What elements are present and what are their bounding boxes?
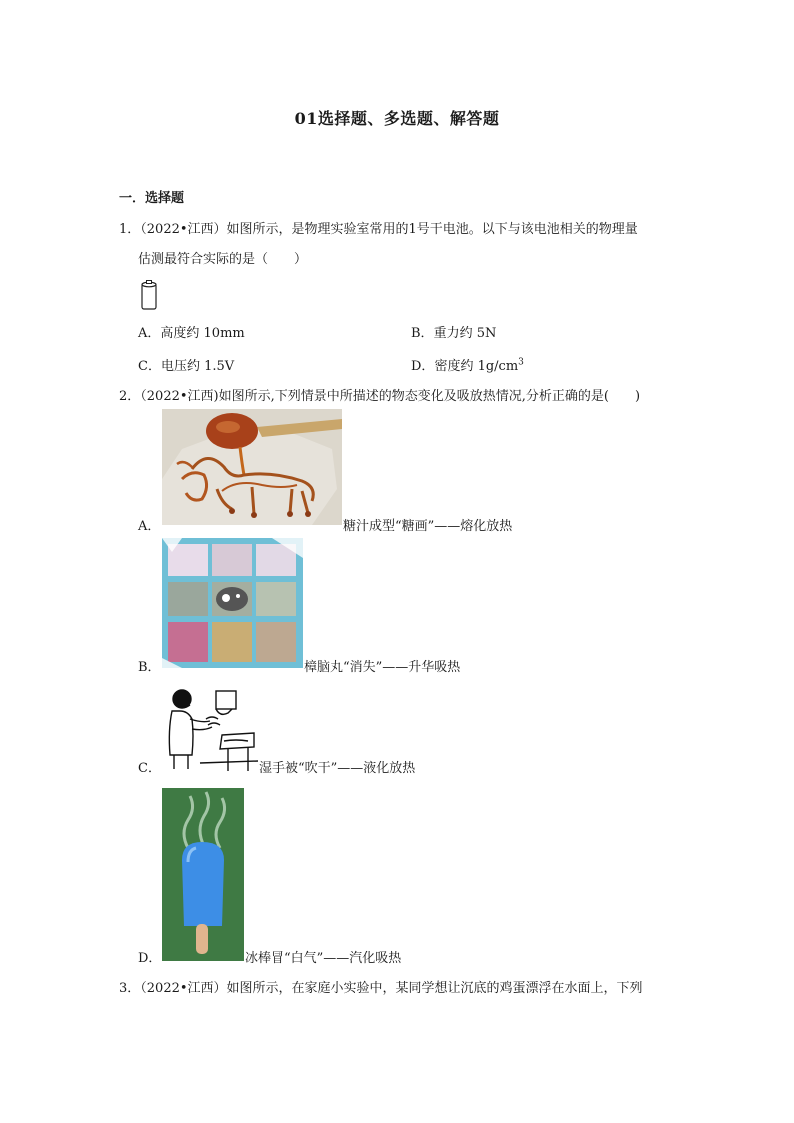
question-text: （2022•江西）如图所示，在家庭小实验中，某同学想让沉底的鸡蛋漂浮在水面上，下列: [140, 981, 643, 996]
question-number: 2．: [119, 389, 141, 404]
option-letter: C．: [138, 359, 161, 374]
hand-dryer-image: [162, 685, 258, 771]
option-letter-2a: A．: [138, 519, 161, 534]
popsicle-image: [162, 788, 244, 961]
sugar-painting-image: [162, 409, 342, 525]
option-text: 高度约 10mm: [160, 326, 245, 341]
option-superscript: 3: [518, 357, 524, 368]
question-1-line2: 估测最符合实际的是（ ）: [138, 252, 308, 267]
option-text: 密度约 1g/cm: [434, 359, 519, 374]
option-letter-2d: D．: [138, 951, 162, 966]
option-1b: [411, 322, 496, 341]
option-1a: [138, 322, 245, 341]
page-title: 01选择题、多选题、解答题: [294, 109, 500, 128]
question-text: （2022•江西）如图所示，是物理实验室常用的1号干电池。以下与该电池相关的物理量: [140, 222, 638, 237]
option-text-2b: 樟脑丸“消失”——升华吸热: [304, 660, 461, 675]
option-text-2a: 糖汁成型“糖画”——熔化放热: [343, 519, 513, 534]
option-1d: [411, 355, 524, 374]
question-3-line1: [119, 977, 643, 996]
option-letter: A．: [138, 326, 161, 341]
question-number: 1．: [119, 222, 141, 237]
question-number: 3．: [119, 981, 141, 996]
section-heading: 一．选择题: [119, 191, 185, 206]
option-text: 电压约 1.5V: [160, 359, 235, 374]
option-text-2d: 冰棒冒“白气”——汽化吸热: [245, 951, 402, 966]
option-text: 重力约 5N: [433, 326, 497, 341]
option-letter: D．: [411, 359, 435, 374]
option-letter-2c: C．: [138, 761, 161, 776]
option-letter: B．: [411, 326, 434, 341]
camphor-balls-image: [162, 538, 303, 668]
option-text-2c: 湿手被“吹干”——液化放热: [259, 761, 416, 776]
question-2-line1: [119, 385, 640, 404]
question-1-line1: [119, 218, 638, 237]
option-1c: [138, 355, 234, 374]
option-letter-2b: B．: [138, 660, 161, 675]
question-text: （2022•江西)如图所示,下列情景中所描述的物态变化及吸放热情况,分析正确的是( ): [140, 389, 641, 404]
battery-icon: [139, 279, 159, 311]
